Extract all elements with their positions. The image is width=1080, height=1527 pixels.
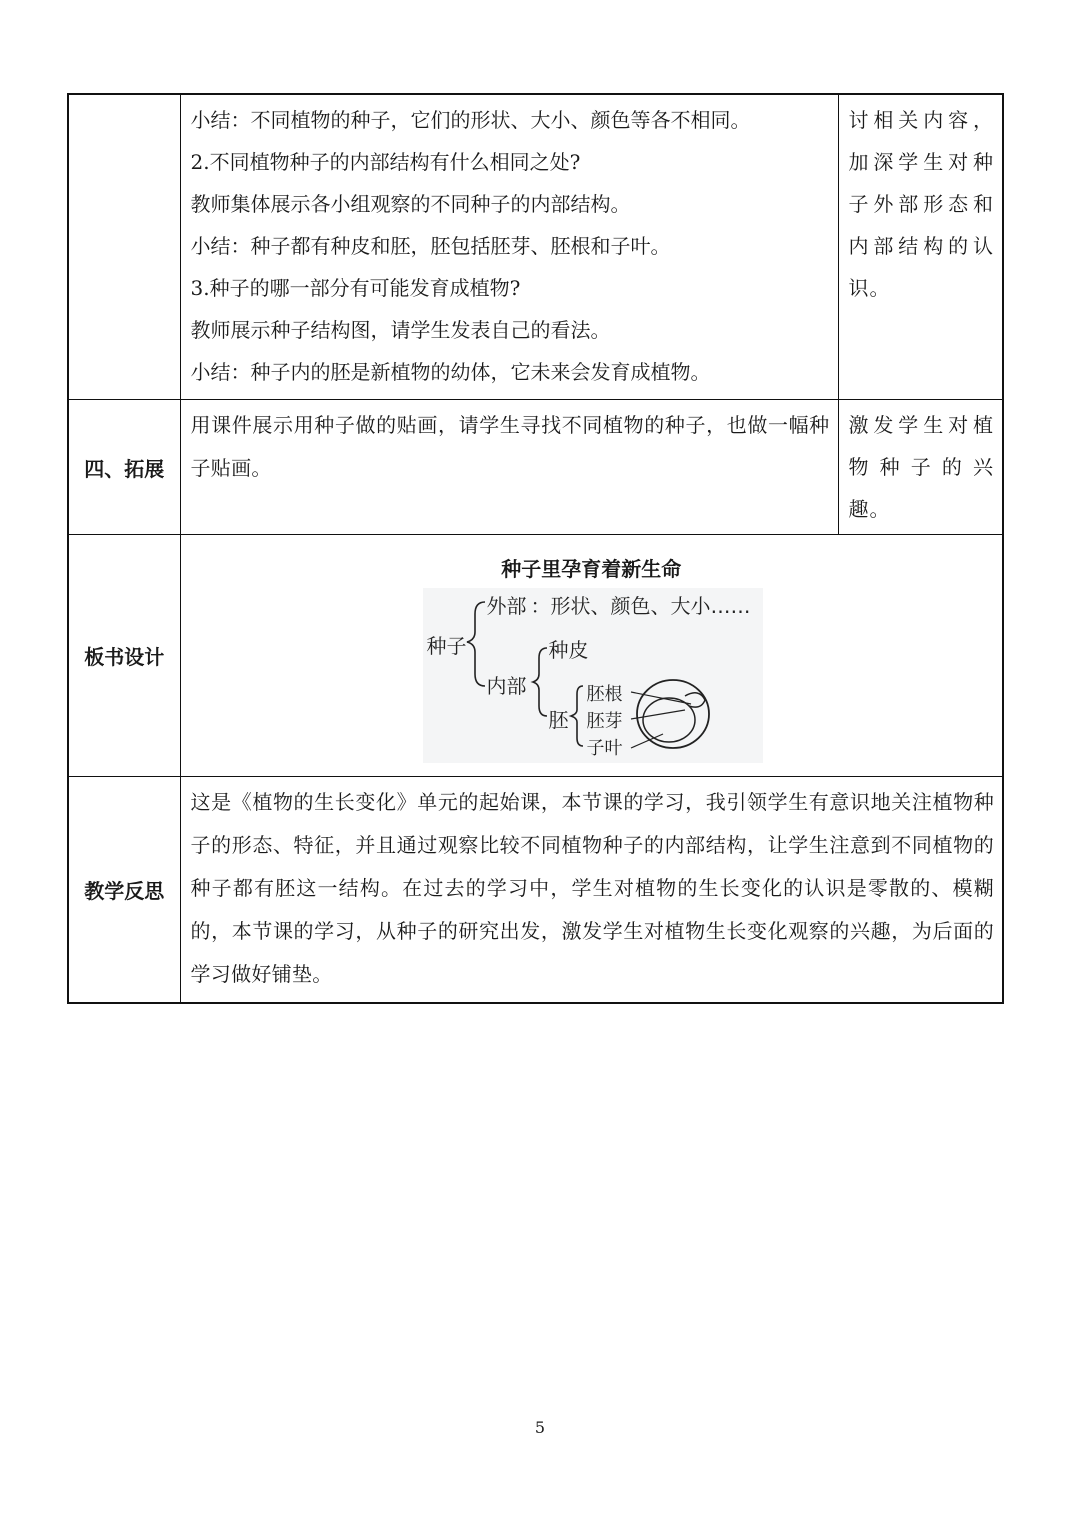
- root-brace: [467, 602, 485, 686]
- diagram-coat-label: 种皮: [548, 638, 589, 662]
- question-3: 3.种子的哪一部分有可能发育成植物?: [190, 276, 521, 300]
- teacher-action-3: 教师展示种子结构图，请学生发表自己的看法。: [190, 318, 611, 342]
- page-number: 5: [534, 1418, 546, 1437]
- board-title: 种子里孕育着新生命: [501, 557, 682, 581]
- diagram-radicle-label: 胚根: [586, 684, 623, 705]
- seed-outline-icon: [637, 680, 709, 748]
- lesson-plan-table: [67, 93, 1004, 1004]
- extension-text: 用课件展示用种子做的贴画，请学生寻找不同植物的种子，也做一幅种子贴画。: [190, 413, 830, 480]
- board-design-cell: [180, 535, 1003, 777]
- summary-line-1: 小结：不同植物的种子，它们的形状、大小、颜色等各不相同。: [190, 108, 751, 132]
- table-row-activities: [68, 94, 1003, 400]
- embryo-brace: [571, 686, 583, 746]
- diagram-inner-label: 内部: [486, 674, 527, 698]
- table-row-extension: [68, 400, 1003, 535]
- label-cell-empty: [68, 94, 180, 400]
- cotyledon-outline-icon: [643, 698, 695, 742]
- teacher-action-2: 教师集体展示各小组观察的不同种子的内部结构。: [190, 192, 631, 216]
- summary-line-3: 小结：种子内的胚是新植物的幼体，它未来会发育成植物。: [190, 360, 711, 384]
- summary-line-2: 小结：种子都有种皮和胚，胚包括胚芽、胚根和子叶。: [190, 234, 671, 258]
- table-row-reflection: [68, 777, 1003, 1004]
- plumule-pointer: [631, 710, 685, 719]
- diagram-outer-label: 外部: [486, 594, 527, 618]
- design-intent-text: 讨相关内容，加深学生对种子外部形态和内部结构的认识。: [848, 108, 994, 300]
- reflection-label: 教学反思: [68, 777, 180, 1004]
- design-intent-cell: [838, 94, 1003, 400]
- board-design-label: 板书设计: [68, 535, 180, 777]
- diagram-outer-detail: ：形状、颜色、大小……: [530, 594, 751, 618]
- seed-structure-diagram: [423, 588, 763, 763]
- diagram-embryo-label: 胚: [548, 708, 569, 732]
- extension-intent-cell: [838, 400, 1003, 535]
- extension-intent-text: 激发学生对植物种子的兴趣。: [848, 413, 994, 521]
- diagram-cotyledon-label: 子叶: [586, 738, 623, 759]
- reflection-text: 这是《植物的生长变化》单元的起始课，本节课的学习，我引领学生有意识地关注植物种子的形态、特征，并且通过观察比较不同植物种子的内部结构，让学生注意到不同植物的种子都有胚这一结构。在过去的学习中，学生对植物的生长变化的认识是零散的、模糊的，本节课的学习，从种子的研究出发，激发学生对植物生长变化观察的兴趣，为后面的学习做好铺垫。: [190, 790, 994, 986]
- extension-label: 四、拓展: [68, 400, 180, 535]
- reflection-content-cell: [180, 777, 1003, 1004]
- activities-content-cell: [180, 94, 838, 400]
- table-row-board-design: [68, 535, 1003, 777]
- extension-content-cell: [180, 400, 838, 535]
- diagram-root-label: 种子: [426, 634, 467, 658]
- question-2: 2.不同植物种子的内部结构有什么相同之处?: [190, 150, 581, 174]
- inner-brace: [533, 648, 547, 716]
- diagram-plumule-label: 胚芽: [586, 711, 623, 732]
